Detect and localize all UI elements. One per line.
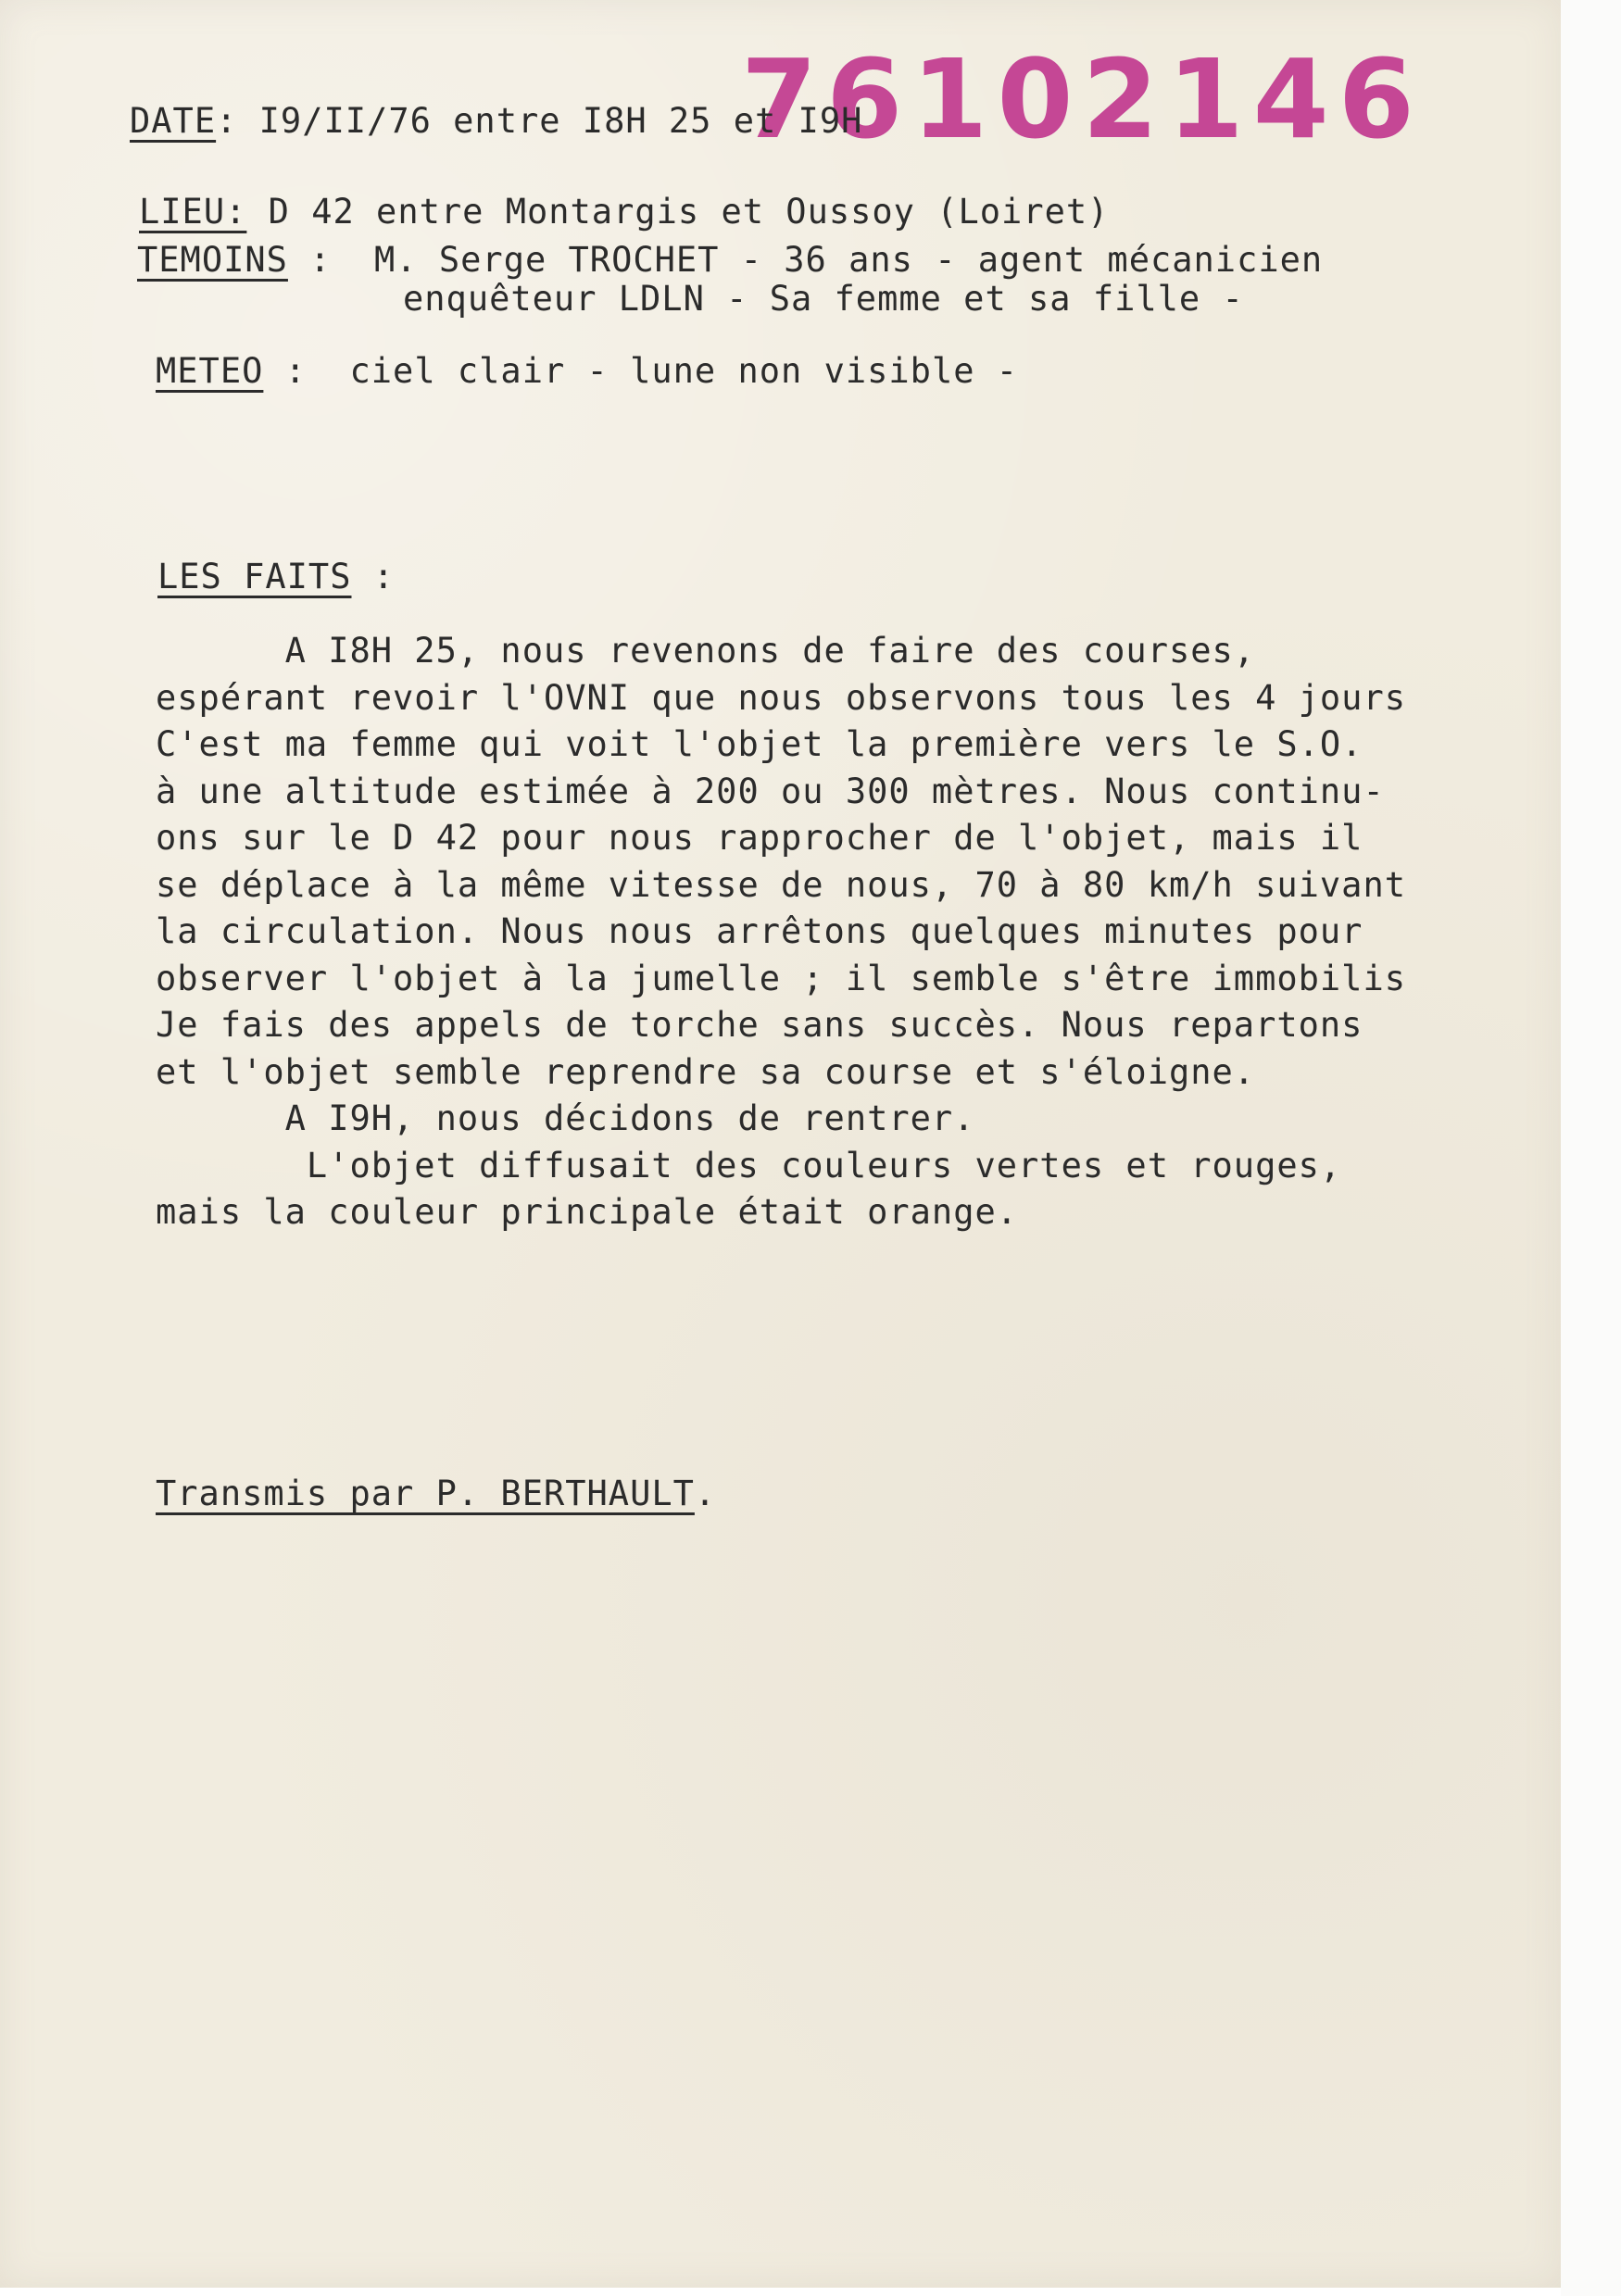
faits-line: A I8H 25, nous revenons de faire des courses, bbox=[156, 631, 1256, 671]
date-label: DATE bbox=[130, 101, 217, 141]
faits-colon: : bbox=[351, 557, 396, 596]
temoins-label: TEMOINS bbox=[137, 240, 288, 280]
temoins-value-1: : M. Serge TROCHET - 36 ans - agent mécanicien bbox=[287, 240, 1324, 280]
faits-line: et l'objet semble reprendre sa course et s'éloigne. bbox=[156, 1052, 1256, 1092]
transmis-period: . bbox=[694, 1474, 717, 1513]
faits-line: mais la couleur principale était orange. bbox=[156, 1192, 1019, 1232]
temoins-line-2: enquêteur LDLN - Sa femme et sa fille - bbox=[403, 279, 1244, 319]
faits-line: Je fais des appels de torche sans succès. Nous repartons bbox=[156, 1005, 1363, 1045]
temoins-line bbox=[137, 240, 1324, 280]
transmis-line bbox=[156, 1476, 716, 1511]
faits-line: A I9H, nous décidons de rentrer. bbox=[156, 1098, 975, 1138]
date-line bbox=[130, 101, 863, 141]
lieu-line bbox=[139, 192, 1110, 232]
faits-line: observer l'objet à la jumelle ; il semble s'être immobilis bbox=[156, 959, 1407, 998]
faits-line: L'objet diffusait des couleurs vertes et rouges, bbox=[156, 1146, 1342, 1186]
faits-line: se déplace à la même vitesse de nous, 70 à 80 km/h suivant bbox=[156, 865, 1407, 905]
lieu-value: D 42 entre Montargis et Oussoy (Loiret) bbox=[246, 192, 1110, 232]
case-number-stamp: 76102146 bbox=[741, 35, 1424, 163]
faits-line: à une altitude estimée à 200 ou 300 mètres. Nous continu- bbox=[156, 772, 1385, 811]
transmis-text: Transmis par P. BERTHAULT bbox=[156, 1474, 695, 1513]
date-value: : I9/II/76 entre I8H 25 et I9H bbox=[216, 101, 863, 141]
faits-line: C'est ma femme qui voit l'objet la première vers le S.O. bbox=[156, 724, 1363, 764]
meteo-value: : ciel clair - lune non visible - bbox=[263, 351, 1019, 391]
lieu-label: LIEU: bbox=[139, 192, 247, 232]
meteo-label: METEO bbox=[156, 351, 264, 391]
meteo-line bbox=[156, 351, 1019, 391]
faits-line: ons sur le D 42 pour nous rapprocher de l'objet, mais il bbox=[156, 818, 1363, 858]
scan-margin bbox=[1561, 0, 1621, 2296]
faits-line: la circulation. Nous nous arrêtons quelques minutes pour bbox=[156, 911, 1363, 951]
faits-line: espérant revoir l'OVNI que nous observons tous les 4 jours bbox=[156, 678, 1407, 718]
faits-heading bbox=[157, 559, 395, 594]
faits-label: LES FAITS bbox=[157, 557, 352, 596]
